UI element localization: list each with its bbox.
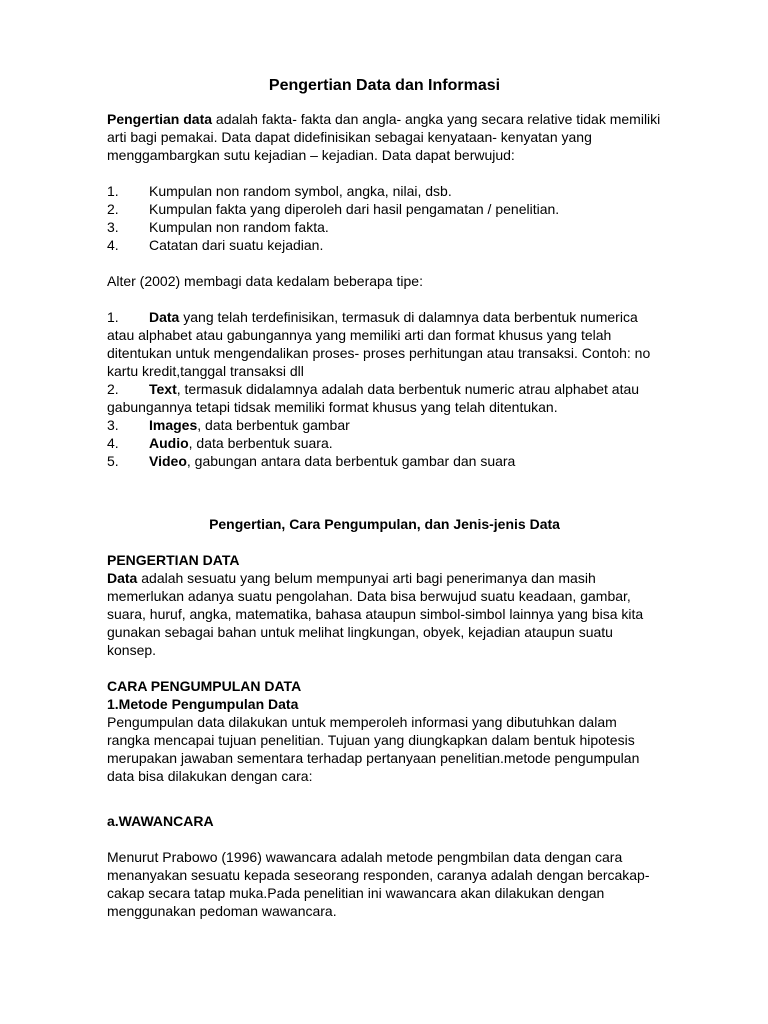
- metode-paragraph: Pengumpulan data dilakukan untuk memperoleh informasi yang dibutuhkan dalam rangka mencapai tujuan penelitian. Tujuan yang diungkapkan dalam bentuk hipotesis merupakan jawaban sementara terhadap pertanyaan penelitian.metode pengumpulan data bisa dilakukan dengan cara:: [107, 714, 640, 784]
- type-term: Images: [149, 417, 198, 433]
- list-item-text: Kumpulan fakta yang diperoleh dari hasil pengamatan / penelitian.: [149, 201, 560, 217]
- type-number: 4.: [107, 435, 119, 451]
- list-item: [107, 182, 662, 200]
- list-item-text: Kumpulan non random symbol, angka, nilai, dsb.: [149, 183, 452, 199]
- intro-text: adalah fakta- fakta dan angla- angka yang secara relative tidak memiliki arti bagi pemakai. Data dapat didefinisikan sebagai kenyataan- kenyatan yang menggambargkan sutu kejadian – kejadian. Data dapat berwujud:: [107, 111, 661, 163]
- cara-heading: CARA PENGUMPULAN DATA: [107, 678, 302, 694]
- list-item: [107, 200, 662, 218]
- data-forms-list: [107, 182, 662, 254]
- type-term: Audio: [149, 435, 189, 451]
- type-item-data: [107, 308, 662, 380]
- alter-intro: Alter (2002) membagi data kedalam beberapa tipe:: [107, 273, 423, 289]
- document-page: [107, 70, 662, 920]
- type-number: 2.: [107, 381, 119, 397]
- intro-term: Pengertian data: [107, 111, 213, 127]
- type-text: , data berbentuk gambar: [197, 417, 350, 433]
- type-term: Text: [149, 381, 177, 397]
- list-item-text: Catatan dari suatu kejadian.: [149, 237, 324, 253]
- list-item-number: 1.: [107, 183, 119, 199]
- list-item: [107, 218, 662, 236]
- type-text: , termasuk didalamnya adalah data berbentuk numeric atrau alphabet atau gabungannya tetapi tidsak memiliki format khusus yang telah ditentukan.: [107, 381, 640, 415]
- list-item: [107, 236, 662, 254]
- type-number: 3.: [107, 417, 119, 433]
- list-item-text: Kumpulan non random fakta.: [149, 219, 329, 235]
- data-types-list: [107, 308, 662, 470]
- type-text: yang telah terdefinisikan, termasuk di dalamnya data berbentuk numerica atau alphabet atau gabungannya yang memiliki arti dan format khusus yang telah ditentukan untuk mengendalikan proses- proses perhitungan atau transaksi. Contoh: no kartu kredit,tanggal transaksi dll: [107, 309, 651, 379]
- intro-paragraph: [107, 110, 662, 164]
- list-item-number: 2.: [107, 201, 119, 217]
- list-item-number: 3.: [107, 219, 119, 235]
- type-number: 5.: [107, 453, 119, 469]
- wawancara-heading: a.WAWANCARA: [107, 813, 214, 829]
- type-number: 1.: [107, 309, 119, 325]
- type-text: , gabungan antara data berbentuk gambar dan suara: [186, 453, 516, 469]
- type-term: Video: [149, 453, 187, 469]
- document-title: Pengertian Data dan Informasi: [268, 77, 501, 94]
- wawancara-paragraph: Menurut Prabowo (1996) wawancara adalah metode pengmbilan data dengan cara menanyakan sesuatu kepada seseorang responden, caranya adalah dengan bercakap-cakap secara tatap muka.Pada penelitian ini wawancara akan dilakukan dengan menggunakan pedoman wawancara.: [107, 849, 650, 919]
- metode-heading: 1.Metode Pengumpulan Data: [107, 696, 299, 712]
- list-item-number: 4.: [107, 237, 119, 253]
- type-item-images: [107, 416, 662, 434]
- pengertian-term: Data: [107, 570, 138, 586]
- type-item-audio: [107, 434, 662, 452]
- section2-title: Pengertian, Cara Pengumpulan, dan Jenis-jenis Data: [209, 516, 560, 532]
- pengertian-heading: PENGERTIAN DATA: [107, 552, 240, 568]
- type-term: Data: [149, 309, 180, 325]
- type-item-video: [107, 452, 662, 470]
- type-item-text: [107, 380, 662, 416]
- type-text: , data berbentuk suara.: [188, 435, 333, 451]
- pengertian-paragraph: [107, 569, 662, 659]
- pengertian-text: adalah sesuatu yang belum mempunyai arti bagi penerimanya dan masih memerlukan adanya suatu pengolahan. Data bisa berwujud suatu keadaan, gambar, suara, huruf, angka, matematika, bahasa ataupun simbol-simbol lainnya yang bisa kita gunakan sebagai bahan untuk melihat lingkungan, obyek, kejadian ataupun suatu konsep.: [107, 570, 644, 658]
